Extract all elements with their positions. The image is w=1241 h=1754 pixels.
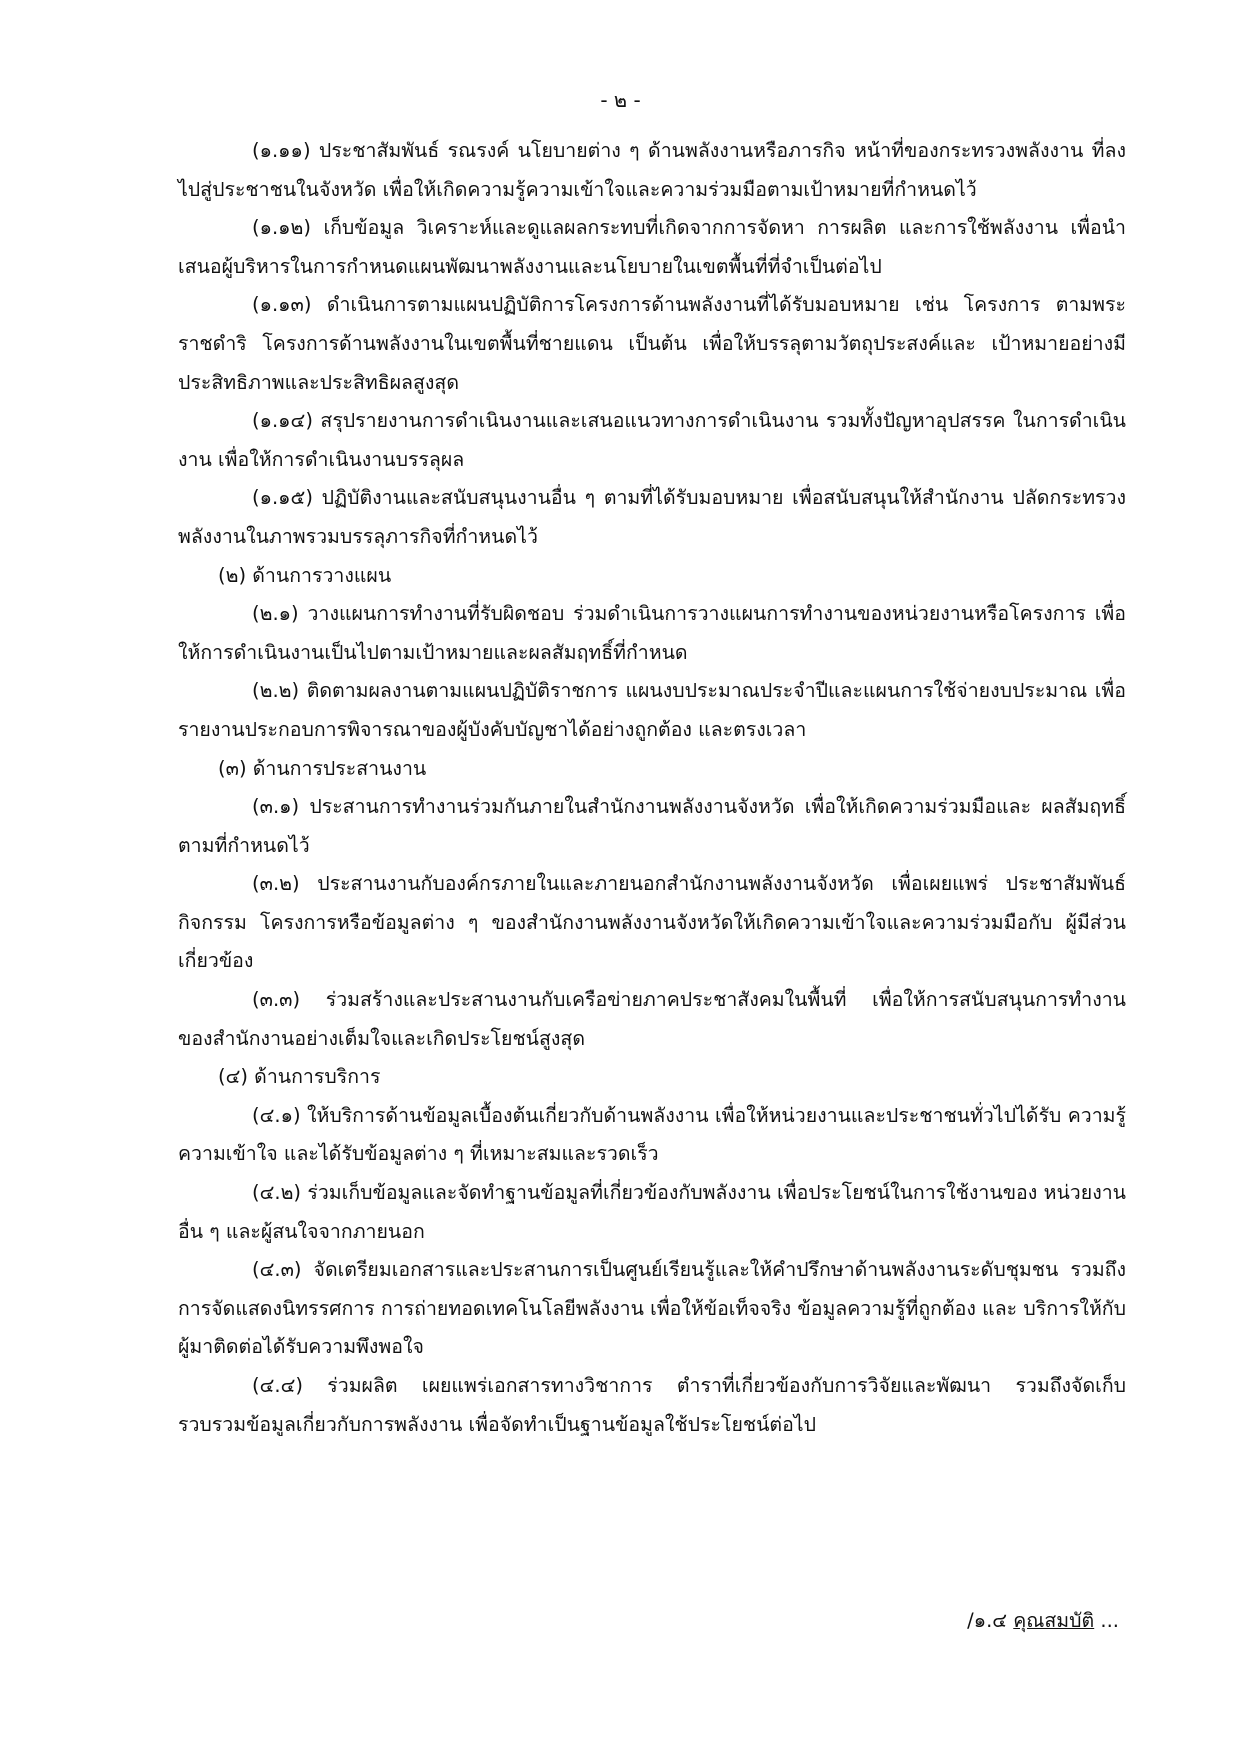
paragraph-1-15: (๑.๑๕) ปฏิบัติงานและสนับสนุนงานอื่น ๆ ตามที่ได้รับมอบหมาย เพื่อสนับสนุนให้สำนักงาน ปลัดกระทรวงพลังงานในภาพรวมบรรลุภารกิจที่กำหนดไว้ — [178, 486, 1126, 548]
paragraph-1-14: (๑.๑๔) สรุปรายงานการดำเนินงานและเสนอแนวทางการดำเนินงาน รวมทั้งปัญหาอุปสรรค ในการดำเนินงาน เพื่อให้การดำเนินงานบรรลุผล — [178, 409, 1126, 471]
document-body — [178, 132, 1126, 1444]
paragraph-4-1: (๔.๑) ให้บริการด้านข้อมูลเบื้องต้นเกี่ยวกับด้านพลังงาน เพื่อให้หน่วยงานและประชาชนทั่วไปได้รับ ความรู้ ความเข้าใจ และได้รับข้อมูลต่าง ๆ ที่เหมาะสมและรวดเร็ว — [178, 1103, 1126, 1166]
continuation-suffix: ... — [1094, 1609, 1119, 1632]
page-number: - ๒ - — [600, 88, 641, 112]
paragraph-4-2: (๔.๒) ร่วมเก็บข้อมูลและจัดทำฐานข้อมูลที่เกี่ยวข้องกับพลังงาน เพื่อประโยชน์ในการใช้งานของ หน่วยงานอื่น ๆ และผู้สนใจจากภายนอก — [178, 1181, 1126, 1243]
paragraph-3-3: (๓.๓) ร่วมสร้างและประสานงานกับเครือข่ายภาคประชาสังคมในพื้นที่ เพื่อให้การสนับสนุนการทำงาน ของสำนักงานอย่างเต็มใจและเกิดประโยชน์สูงสุด — [178, 988, 1126, 1050]
paragraph-4-4: (๔.๔) ร่วมผลิต เผยแพร่เอกสารทางวิชาการ ตำราที่เกี่ยวข้องกับการวิจัยและพัฒนา รวมถึงจัดเก็บ รวบรวมข้อมูลเกี่ยวกับการพลังงาน เพื่อจัดทำเป็นฐานข้อมูลใช้ประโยชน์ต่อไป — [178, 1374, 1126, 1436]
section-heading-coordination: (๓) ด้านการประสานงาน — [218, 756, 427, 780]
continuation-underlined: คุณสมบัติ — [1013, 1609, 1095, 1632]
continuation-prefix: /๑.๔ — [967, 1609, 1014, 1632]
paragraph-3-1: (๓.๑) ประสานการทำงานร่วมกันภายในสำนักงานพลังงานจังหวัด เพื่อให้เกิดความร่วมมือและ ผลสัมฤทธิ์ตามที่กำหนดไว้ — [178, 795, 1126, 857]
continuation-reference — [967, 1606, 1119, 1636]
paragraph-2-1: (๒.๑) วางแผนการทำงานที่รับผิดชอบ ร่วมดำเนินการวางแผนการทำงานของหน่วยงานหรือโครงการ เพื่อให้การดำเนินงานเป็นไปตามเป้าหมายและผลสัมฤทธิ์ที่กำหนด — [178, 602, 1126, 664]
section-heading-planning: (๒) ด้านการวางแผน — [218, 563, 392, 587]
paragraph-1-13: (๑.๑๓) ดำเนินการตามแผนปฏิบัติการโครงการด้านพลังงานที่ได้รับมอบหมาย เช่น โครงการ ตามพระราชดำริ โครงการด้านพลังงานในเขตพื้นที่ชายแดน เป็นต้น เพื่อให้บรรลุตามวัตถุประสงค์และ เป้าหมายอย่างมีประสิทธิภาพและประสิทธิผลสูงสุด — [178, 293, 1126, 394]
section-heading-service: (๔) ด้านการบริการ — [218, 1065, 381, 1089]
paragraph-1-11: (๑.๑๑) ประชาสัมพันธ์ รณรงค์ นโยบายต่าง ๆ ด้านพลังงานหรือภารกิจ หน้าที่ของกระทรวงพลังงาน ที่ลงไปสู่ประชาชนในจังหวัด เพื่อให้เกิดความรู้ความเข้าใจและความร่วมมือตามเป้าหมายที่กำหนดไว้ — [178, 139, 1126, 201]
paragraph-1-12: (๑.๑๒) เก็บข้อมูล วิเคราะห์และดูแลผลกระทบที่เกิดจากการจัดหา การผลิต และการใช้พลังงาน เพื่อนำเสนอผู้บริหารในการกำหนดแผนพัฒนาพลังงานและนโยบายในเขตพื้นที่ที่จำเป็นต่อไป — [178, 216, 1126, 278]
paragraph-4-3: (๔.๓) จัดเตรียมเอกสารและประสานการเป็นศูนย์เรียนรู้และให้คำปรึกษาด้านพลังงานระดับชุมชน รวมถึงการจัดแสดงนิทรรศการ การถ่ายทอดเทคโนโลยีพลังงาน เพื่อให้ข้อเท็จจริง ข้อมูลความรู้ที่ถูกต้อง และ บริการให้กับผู้มาติดต่อได้รับความพึงพอใจ — [178, 1258, 1126, 1359]
paragraph-2-2: (๒.๒) ติดตามผลงานตามแผนปฏิบัติราชการ แผนงบประมาณประจำปีและแผนการใช้จ่ายงบประมาณ เพื่อรายงานประกอบการพิจารณาของผู้บังคับบัญชาได้อย่างถูกต้อง และตรงเวลา — [178, 679, 1126, 741]
paragraph-3-2: (๓.๒) ประสานงานกับองค์กรภายในและภายนอกสำนักงานพลังงานจังหวัด เพื่อเผยแพร่ ประชาสัมพันธ์ กิจกรรม โครงการหรือข้อมูลต่าง ๆ ของสำนักงานพลังงานจังหวัดให้เกิดความเข้าใจและความร่วมมือกับ ผู้มีส่วนเกี่ยวข้อง — [178, 872, 1126, 973]
